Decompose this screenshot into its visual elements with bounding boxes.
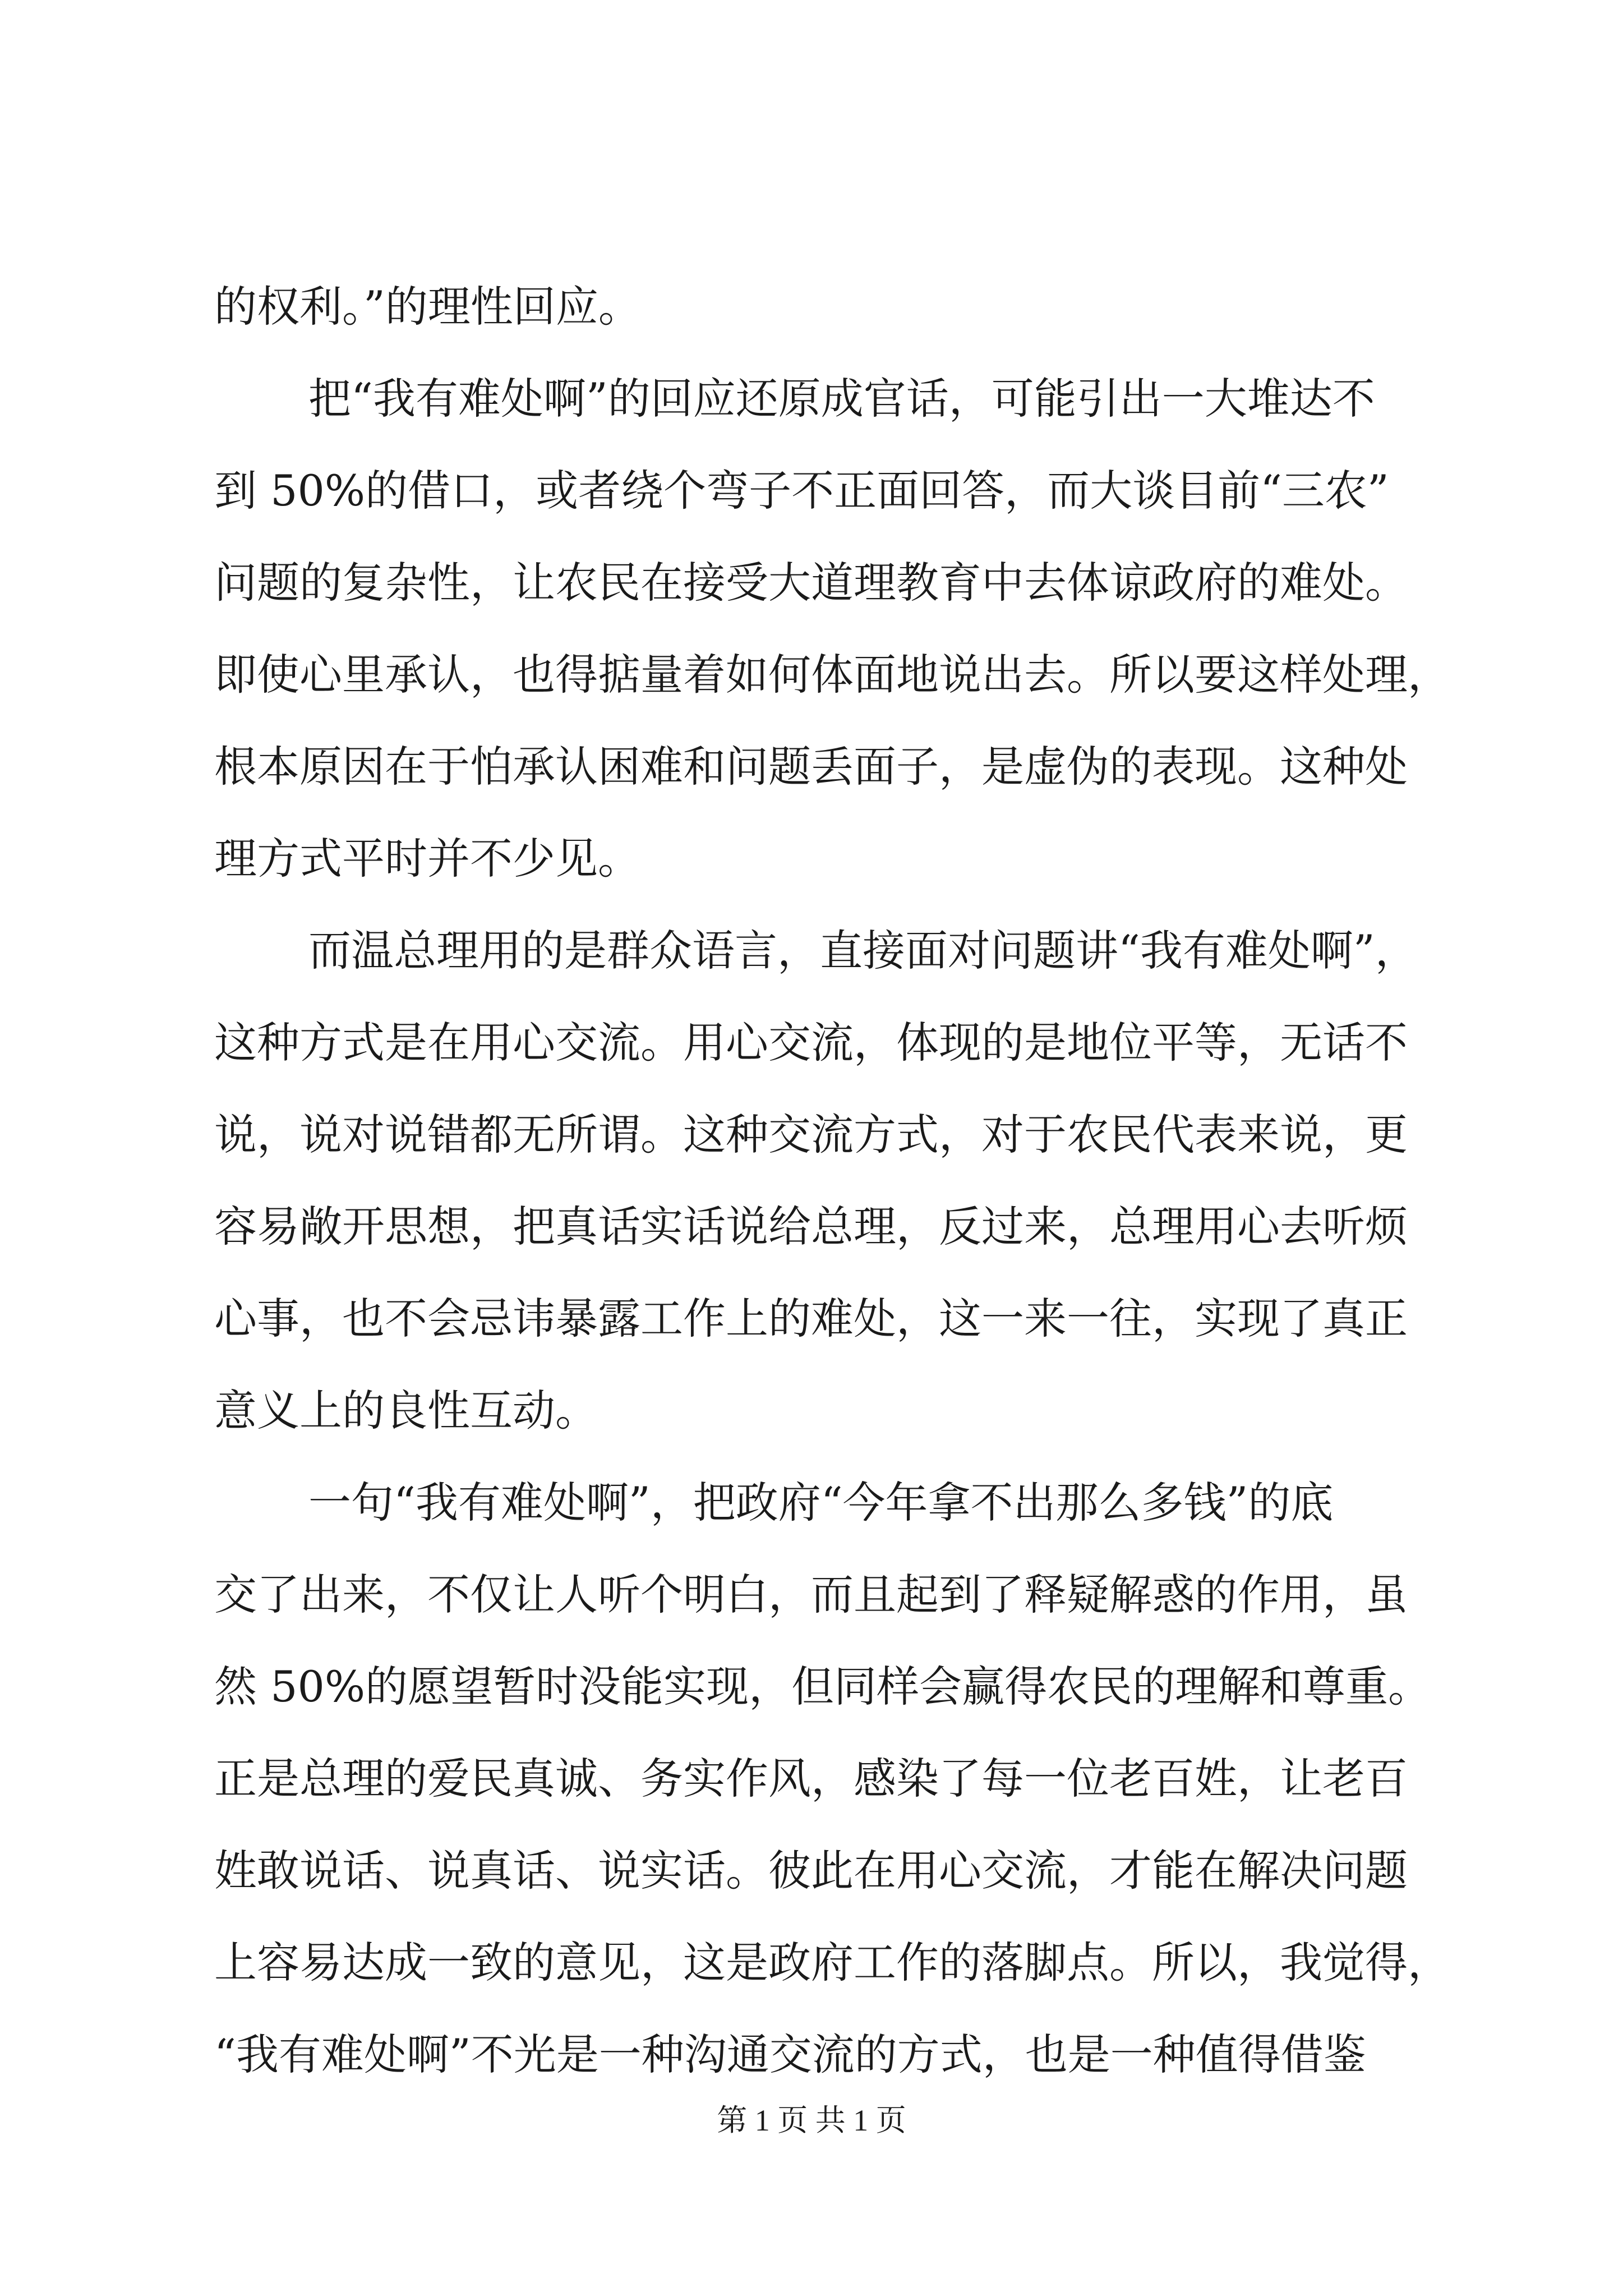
text-line: 姓敢说话、说真话、说实话。彼此在用心交流，才能在解决问题: [214, 1846, 1408, 1895]
page-number-footer: 第 1 页 共 1 页: [717, 2104, 906, 2137]
text-line: 这种方式是在用心交流。用心交流，体现的是地位平等，无话不: [214, 1018, 1408, 1068]
text-line: 的权利。”的理性回应。: [214, 282, 641, 332]
text-line: 容易敞开思想，把真话实话说给总理，反过来，总理用心去听烦: [214, 1202, 1408, 1251]
text-line: 说，说对说错都无所谓。这种交流方式，对于农民代表来说，更: [214, 1110, 1408, 1159]
text-line: 理方式平时并不少见。: [214, 834, 640, 884]
text-line: 即使心里承认，也得掂量着如何体面地说出去。所以要这样处理，: [214, 650, 1450, 700]
text-line: 一句“我有难处啊”，把政府“今年拿不出那么多钱”的底: [308, 1478, 1334, 1527]
text-line: 交了出来，不仅让人听个明白，而且起到了释疑解惑的作用，虽: [214, 1570, 1408, 1619]
text-line: 正是总理的爱民真诚、务实作风，感染了每一位老百姓，让老百: [214, 1754, 1408, 1803]
text-line: 问题的复杂性，让农民在接受大道理教育中去体谅政府的难处。: [214, 558, 1408, 608]
text-line: 然 50%的愿望暂时没能实现，但同样会赢得农民的理解和尊重。: [214, 1662, 1431, 1711]
text-line: 意义上的良性互动。: [214, 1386, 598, 1435]
text-line: 上容易达成一致的意见，这是政府工作的落脚点。所以，我觉得，: [214, 1938, 1450, 1987]
text-line: 而温总理用的是群众语言，直接面对问题讲“我有难处啊”，: [308, 926, 1418, 976]
body-text: [214, 261, 1450, 2101]
text-line: 到 50%的借口，或者绕个弯子不正面回答，而大谈目前“三农”: [214, 466, 1389, 516]
text-line: 根本原因在于怕承认困难和问题丢面子，是虚伪的表现。这种处: [214, 742, 1408, 792]
text-line: 心事，也不会忌讳暴露工作上的难处，这一来一往，实现了真正: [214, 1294, 1408, 1343]
text-line: 把“我有难处啊”的回应还原成官话，可能引出一大堆达不: [308, 374, 1375, 424]
text-line: “我有难处啊”不光是一种沟通交流的方式，也是一种值得借鉴: [214, 2030, 1366, 2079]
